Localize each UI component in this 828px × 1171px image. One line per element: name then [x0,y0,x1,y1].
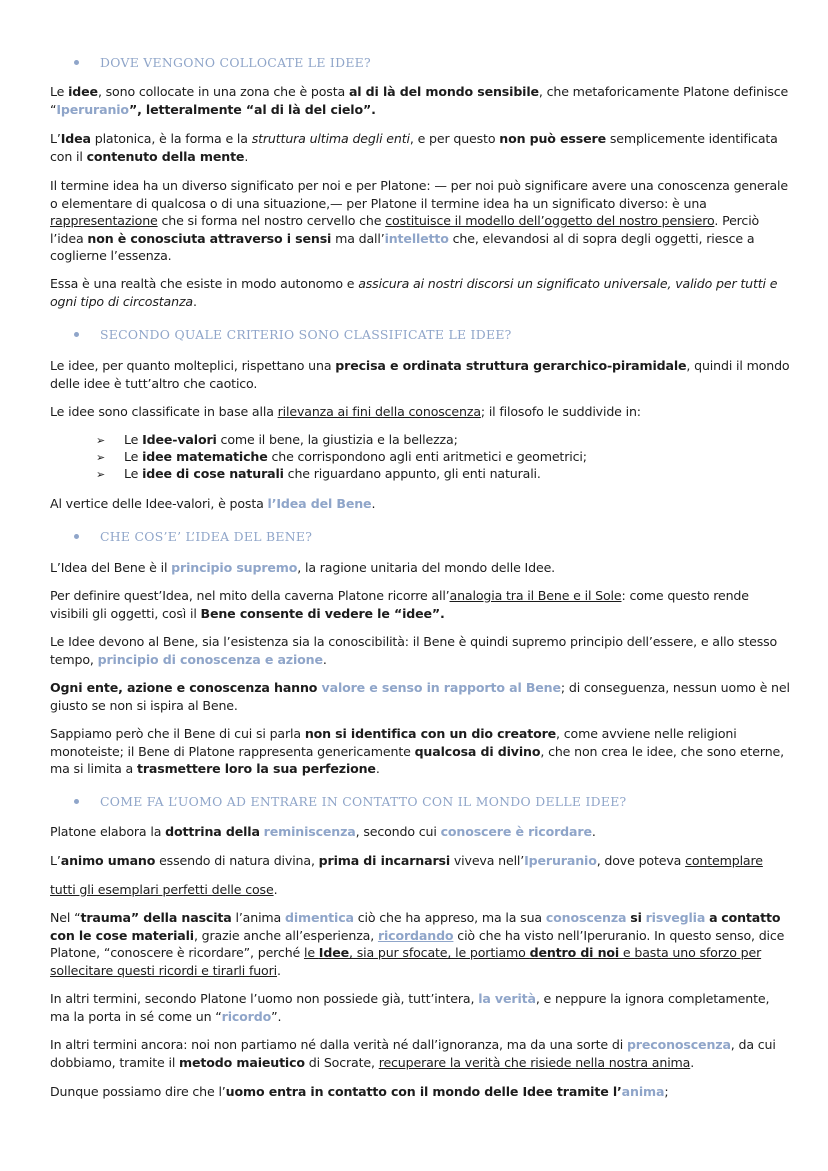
paragraph: In altri termini, secondo Platone l’uomo non possiede già, tutt’intera, la verità, e neppure la ignora completamente, ma la porta in sé come un “ricordo”. [50,991,770,1024]
bullet-icon [74,332,79,337]
arrow-bullet-icon: ➢ [96,451,106,464]
list-item: Le idee matematiche che corrispondono agli enti aritmetici e geometrici; [124,449,587,464]
paragraph: Le idee, per quanto molteplici, rispettano una precisa e ordinata struttura gerarchico-piramidale, quindi il mondo delle idee è tutt’altro che caotico. [50,358,790,391]
paragraph: Dunque possiamo dire che l’uomo entra in contatto con il mondo delle Idee tramite l’anima; [50,1084,669,1099]
paragraph: L’Idea del Bene è il principio supremo, la ragione unitaria del mondo delle Idee. [50,560,556,575]
paragraph: Essa è una realtà che esiste in modo autonomo e assicura ai nostri discorsi un significato universale, valido per tutti e ogni tipo di circostanza. [50,276,778,309]
bullet-icon [74,534,79,539]
paragraph: In altri termini ancora: noi non partiamo né dalla verità né dall’ignoranza, ma da una sorte di preconoscenza, da cui dobbiamo, tramite il metodo maieutico di Socrate, recuperare la verità che risiede nella nostra anima. [50,1037,776,1070]
section-heading: CHE COS’E’ L’IDEA DEL BENE? [100,529,313,544]
arrow-bullet-icon: ➢ [96,468,106,481]
list-item: Le idee di cose naturali che riguardano appunto, gli enti naturali. [124,466,541,481]
paragraph: Al vertice delle Idee-valori, è posta l’Idea del Bene. [50,496,376,511]
paragraph: Ogni ente, azione e conoscenza hanno valore e senso in rapporto al Bene; di conseguenza, nessun uomo è nel giusto se non si ispira al Bene. [50,680,790,713]
paragraph: Platone elabora la dottrina della reminiscenza, secondo cui conoscere è ricordare. [50,824,596,839]
paragraph: L’animo umano essendo di natura divina, prima di incarnarsi viveva nell’Iperuranio, dove poteva contemplare [50,853,763,868]
section-heading: SECONDO QUALE CRITERIO SONO CLASSIFICATE LE IDEE? [100,327,512,342]
paragraph: Per definire quest’Idea, nel mito della caverna Platone ricorre all’analogia tra il Bene e il Sole: come questo rende visibili gli oggetti, così il Bene consente di vedere le “idee”. [50,588,749,621]
arrow-bullet-icon: ➢ [96,434,106,447]
paragraph: Le Idee devono al Bene, sia l’esistenza sia la conoscibilità: il Bene è quindi supremo principio dell’essere, e allo stesso tempo, principio di conoscenza e azione. [50,634,778,667]
paragraph: Il termine idea ha un diverso significato per noi e per Platone: — per noi può significare avere una conoscenza generale o elementare di qualcosa o di una situazione,— per Platone il termine idea ha un significato diverso: è una rappresentazione che si forma nel nostro cervello che costituisce il modello dell’oggetto del nostro pensiero. Perciò l’idea non è conosciuta attraverso i sensi ma dall’intelletto che, elevandosi al di sopra degli oggetti, riesce a coglierne l’essenza. [50,178,788,264]
bullet-icon [74,60,79,65]
bullet-icon [74,799,79,804]
paragraph: L’Idea platonica, è la forma e la struttura ultima degli enti, e per questo non può essere semplicemente identificata con il contenuto della mente. [50,131,778,164]
paragraph: Sappiamo però che il Bene di cui si parla non si identifica con un dio creatore, come avviene nelle religioni monoteiste; il Bene di Platone rappresenta genericamente qualcosa di divino, che non crea le idee, che sono eterne, ma si limita a trasmettere loro la sua perfezione. [50,726,784,777]
paragraph: tutti gli esemplari perfetti delle cose. [50,882,278,897]
section-heading: DOVE VENGONO COLLOCATE LE IDEE? [100,55,371,70]
paragraph: Nel “trauma” della nascita l’anima dimentica ciò che ha appreso, ma la sua conoscenza si risveglia a contatto con le cose materiali, grazie anche all’esperienza, ricordando ciò che ha visto nell’Iperuranio. In questo senso, dice Platone, “conoscere è ricordare”, perché le Idee, sia pur sfocate, le portiamo dentro di noi e basta uno sforzo per sollecitare questi ricordi e tirarli fuori. [50,910,785,978]
section-heading: COME FA L’UOMO AD ENTRARE IN CONTATTO CON IL MONDO DELLE IDEE? [100,794,627,809]
list-item: Le Idee-valori come il bene, la giustizia e la bellezza; [124,432,458,447]
paragraph: Le idee sono classificate in base alla rilevanza ai fini della conoscenza; il filosofo le suddivide in: [50,404,641,419]
paragraph: Le idee, sono collocate in una zona che è posta al di là del mondo sensibile, che metaforicamente Platone definisce “Iperuranio”, letteralmente “al di là del cielo”. [50,84,789,117]
